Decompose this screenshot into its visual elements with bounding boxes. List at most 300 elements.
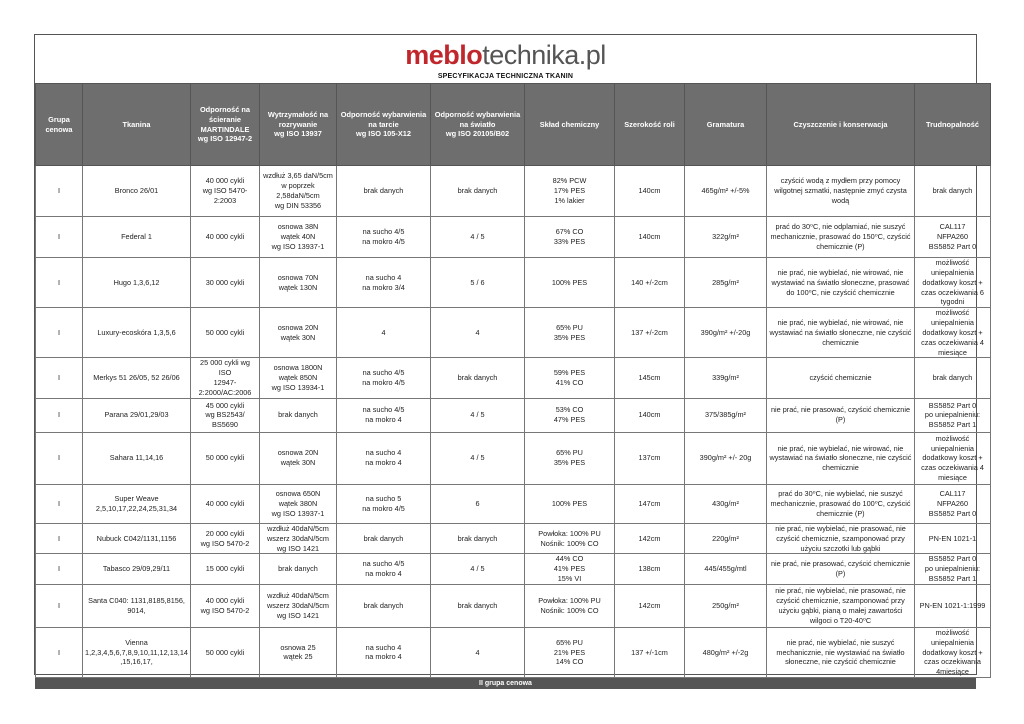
cell-text: 50 000 cykli [205,453,245,463]
page-title: SPECYFIKACJA TECHNICZNA TKANIN [437,73,574,80]
cell-text: osnowa 20N wątek 30N [277,322,319,342]
column-header-label: Wytrzymałość na rozrywanie wg ISO 13937 [267,110,329,139]
cell-martindale [191,398,260,432]
cell-text: prać do 30⁰C, nie wybielać, nie suszyć mechanicznie, prasować do 100⁰C, czyścić chemicznie (P) [770,489,911,518]
cell-text: Luxury-ecoskóra 1,3,5,6 [97,327,176,337]
cell-martindale [191,554,260,585]
cell-tarcie [337,217,431,258]
cell-grupa [36,358,83,398]
cell-text: 44% CO 41% PES 15% VI [553,554,586,584]
table-header-row [36,84,991,166]
cell-gramatura [685,166,767,217]
cell-text: brak danych [932,373,973,383]
cell-martindale [191,258,260,308]
cell-text: I [57,186,61,196]
cell-text: 137 +/-1cm [631,647,668,657]
cell-rozrywanie [260,554,337,585]
cell-text: brak danych [363,600,404,610]
cell-tkanina [83,484,191,523]
table-row [36,432,991,484]
cell-text: wzdłuż 40daN/5cm wszerz 30daN/5cm wg ISO 1421 [266,523,330,553]
cell-text: 390g/m² +/- 20g [699,453,752,463]
cell-text: 45 000 cykli wg BS2543/ BS5690 [205,400,245,430]
cell-text: na sucho 5 na mokro 4/5 [362,493,405,513]
cell-text: możliwość uniepalnienia dodatkowy koszt + czas oczekiwania 4miesiące [922,627,983,677]
cell-sklad [525,432,615,484]
column-header-szerokosc [615,84,685,166]
cell-sklad [525,484,615,523]
cell-text: 142cm [638,600,661,610]
cell-text: 40 000 cykli wg ISO 5470-2 [200,596,250,615]
cell-sklad [525,166,615,217]
cell-rozrywanie [260,258,337,308]
logo-bold: meblo [405,40,483,70]
cell-text: 137cm [638,453,661,463]
cell-text: brak danych [363,186,404,196]
cell-text: 140cm [638,232,661,242]
cell-trudnopalnosc [915,217,991,258]
cell-tarcie [337,398,431,432]
cell-text: na sucho 4 na mokro 4 [365,642,402,662]
cell-text: PN-EN 1021-1 [928,533,977,543]
column-header-label: Szerokość roli [624,119,675,129]
cell-text: czyścić wodą z mydłem przy pomocy wilgotnej szmatki, następnie zmyć czysta wodą [774,176,907,205]
column-header-label: Tkanina [122,119,151,129]
cell-trudnopalnosc [915,258,991,308]
cell-tarcie [337,554,431,585]
cell-text: nie prać, nie wybielać, nie prasować, nie czyścić chemicznie, szamponować przy użyciu gąbki, pianą o małej zawartości wilgoci o T20-40⁰C [775,586,906,625]
cell-text: nie prać, nie wybielać, nie prasować, nie czyścić chemicznie, szamponować przy użyciu szczotki lub gąbki [775,523,906,553]
cell-text: nie prać, nie wybielać, nie wirować, nie wystawiać na światło słoneczne, prasować do 100⁰C, nie czyścić chemicznie [771,267,910,297]
cell-text: na sucho 4 na mokro 4 [365,448,402,468]
cell-text: osnowa 70N wątek 130N [277,272,319,292]
cell-tkanina [83,358,191,398]
cell-text: 82% PCW 17% PES 1% lakier [552,176,587,205]
cell-gramatura [685,627,767,677]
cell-text: 145cm [638,373,661,383]
cell-tarcie [337,308,431,358]
cell-szerokosc [615,627,685,677]
cell-sklad [525,584,615,627]
cell-czyszczenie [767,627,915,677]
cell-text: Sahara 11,14,16 [109,453,164,463]
cell-text: 50 000 cykli [205,327,245,337]
cell-text: 59% PES 41% CO [553,368,586,388]
cell-text: nie prać, nie wybielać, nie suszyć mechanicznie, nie wystawiać na światło słoneczne, nie czyścić chemicznie [776,637,905,667]
cell-szerokosc [615,432,685,484]
cell-text: Federal 1 [121,232,152,242]
cell-tkanina [83,258,191,308]
cell-czyszczenie [767,217,915,258]
column-header-label: Gramatura [706,119,745,129]
cell-text: nie prać, nie wybielać, nie wirować, nie wystawiać na światło słoneczne, nie czyścić chemicznie [769,443,912,473]
cell-tkanina [83,627,191,677]
table-row [36,398,991,432]
cell-text: BS5852 Part 0 po uniepalnieniu: BS5852 Part 1 [924,400,981,430]
cell-grupa [36,523,83,554]
spec-table [35,83,991,678]
cell-text: na sucho 4/5 na mokro 4 [362,559,405,579]
table-row [36,166,991,217]
cell-text: 220g/m² [712,533,739,543]
cell-text: osnowa 1800N wątek 850N wg ISO 13934-1 [271,363,325,393]
cell-grupa [36,166,83,217]
cell-text: 25 000 cykli wg ISO 12947- 2:2000/AC:2006 [198,358,252,397]
cell-text: 53% CO 47% PES [553,405,586,425]
cell-text: 465g/m² +/-5% [701,186,750,196]
cell-szerokosc [615,554,685,585]
cell-gramatura [685,554,767,585]
cell-swiatlo [431,432,525,484]
cell-trudnopalnosc [915,358,991,398]
cell-text: 40 000 cykli wg ISO 5470-2:2003 [202,176,248,205]
cell-swiatlo [431,627,525,677]
cell-martindale [191,358,260,398]
cell-text: brak danych [932,186,973,196]
cell-grupa [36,258,83,308]
cell-text: 430g/m² [712,498,739,508]
spec-sheet [34,34,986,688]
cell-text: 65% PU 21% PES 14% CO [553,637,586,667]
cell-gramatura [685,358,767,398]
logo-rest: technika.pl [482,40,606,70]
cell-szerokosc [615,258,685,308]
column-header-tkanina [83,84,191,166]
cell-trudnopalnosc [915,554,991,585]
price-group-footer: II grupa cenowa [35,678,976,689]
column-header-gramatura [685,84,767,166]
cell-text: 20 000 cykli wg ISO 5470-2 [200,528,250,548]
cell-swiatlo [431,358,525,398]
cell-text: nie prać, nie prasować, czyścić chemicznie (P) [770,559,911,579]
column-header-label: Skład chemiczny [539,119,600,129]
cell-text: na sucho 4/5 na mokro 4/5 [362,368,405,388]
cell-tarcie [337,484,431,523]
logo [35,41,976,69]
cell-gramatura [685,217,767,258]
cell-text: Bronco 26/01 [114,186,159,196]
cell-tkanina [83,523,191,554]
cell-text: osnowa 38N wątek 40N wg ISO 13937-1 [271,222,325,251]
cell-text: 138cm [638,564,661,574]
cell-martindale [191,432,260,484]
cell-text: 445/455g/mtl [704,564,747,574]
cell-rozrywanie [260,358,337,398]
cell-text: 4 / 5 [470,453,485,463]
cell-rozrywanie [260,523,337,554]
cell-grupa [36,432,83,484]
table-body [36,166,991,678]
cell-trudnopalnosc [915,308,991,358]
cell-text: możliwość uniepalnienia dodatkowy koszt + czas oczekiwania 4 miesiące [921,433,984,483]
column-header-martindale [191,84,260,166]
cell-text: I [57,277,61,287]
cell-text: brak danych [363,533,404,543]
cell-martindale [191,217,260,258]
table-row [36,584,991,627]
cell-tkanina [83,398,191,432]
cell-text: brak danych [457,533,498,543]
cell-sklad [525,217,615,258]
cell-text: I [57,327,61,337]
cell-text: 4 / 5 [470,564,485,574]
table-row [36,217,991,258]
cell-czyszczenie [767,484,915,523]
cell-text: I [57,533,61,543]
cell-text: 375/385g/m² [705,410,746,420]
cell-tarcie [337,166,431,217]
cell-swiatlo [431,584,525,627]
cell-text: wzdłuż 40daN/5cm wszerz 30daN/5cm wg ISO 1421 [266,591,330,620]
cell-szerokosc [615,166,685,217]
cell-gramatura [685,523,767,554]
cell-sklad [525,258,615,308]
cell-tkanina [83,166,191,217]
cell-szerokosc [615,308,685,358]
cell-text: 140 +/-2cm [631,277,668,287]
cell-text: 6 [475,498,480,508]
cell-text: 322g/m² [712,232,739,242]
cell-text: 390g/m² +/-20g [700,327,751,337]
cell-text: I [57,453,61,463]
cell-text: 65% PU 35% PES [553,322,586,342]
cell-swiatlo [431,398,525,432]
table-row [36,258,991,308]
column-header-label: Odporność wybarwienia na światło wg ISO 20105/B02 [434,110,521,139]
table-row [36,308,991,358]
cell-czyszczenie [767,258,915,308]
cell-martindale [191,523,260,554]
cell-text: 30 000 cykli [205,277,245,287]
cell-rozrywanie [260,432,337,484]
cell-tkanina [83,432,191,484]
cell-tarcie [337,584,431,627]
cell-text: Powłoka: 100% PU Nośnik: 100% CO [538,596,601,615]
cell-text: nie prać, nie prasować, czyścić chemicznie (P) [770,405,911,425]
cell-text: 40 000 cykli [205,498,245,508]
cell-tkanina [83,217,191,258]
cell-text: Santa C040: 1131,8185,8156, 9014, [88,596,185,615]
cell-text: 140cm [638,186,661,196]
cell-trudnopalnosc [915,484,991,523]
cell-text: 4 / 5 [470,410,485,420]
cell-text: 4 / 5 [470,232,485,242]
cell-text: 15 000 cykli [205,564,245,574]
cell-text: 4 [475,327,480,337]
cell-text: 339g/m² [712,373,739,383]
column-header-grupa [36,84,83,166]
cell-swiatlo [431,523,525,554]
cell-sklad [525,523,615,554]
table-row [36,358,991,398]
cell-swiatlo [431,217,525,258]
cell-czyszczenie [767,358,915,398]
cell-gramatura [685,258,767,308]
column-header-label: Trudnopalność [926,119,979,129]
cell-szerokosc [615,358,685,398]
cell-sklad [525,308,615,358]
cell-text: brak danych [278,410,318,420]
cell-text: możliwość uniepalnienia dodatkowy koszt + czas oczekiwania 4 miesiące [921,308,984,357]
column-header-czyszczenie [767,84,915,166]
cell-martindale [191,308,260,358]
column-header-label: Czyszczenie i konserwacja [793,119,888,129]
cell-tarcie [337,432,431,484]
cell-text: I [57,564,61,574]
cell-grupa [36,627,83,677]
cell-sklad [525,627,615,677]
cell-martindale [191,584,260,627]
cell-text: I [57,373,61,383]
cell-szerokosc [615,523,685,554]
cell-gramatura [685,584,767,627]
cell-text: I [57,410,61,420]
cell-szerokosc [615,584,685,627]
cell-czyszczenie [767,554,915,585]
cell-trudnopalnosc [915,166,991,217]
cell-text: możliwość uniepalnienia dodatkowy koszt + czas oczekiwania 6 tygodni [921,258,984,307]
column-header-label: Grupa cenowa [45,114,73,134]
cell-text: I [57,600,61,610]
cell-text: BS5852 Part 0 po uniepalnieniu: BS5852 Part 1 [924,554,981,584]
column-header-label: Odporność na ścieranie MARTINDALE wg ISO 12947-2 [197,105,253,144]
cell-text: PN-EN 1021-1:1999 [919,600,986,610]
cell-czyszczenie [767,398,915,432]
cell-szerokosc [615,398,685,432]
cell-text: 250g/m² [712,600,739,610]
cell-szerokosc [615,484,685,523]
column-header-trudnopalnosc [915,84,991,166]
cell-text: 147cm [638,498,661,508]
cell-czyszczenie [767,584,915,627]
cell-tkanina [83,308,191,358]
cell-sklad [525,554,615,585]
cell-gramatura [685,432,767,484]
cell-trudnopalnosc [915,432,991,484]
cell-swiatlo [431,484,525,523]
cell-text: Parana 29/01,29/03 [104,410,169,420]
cell-rozrywanie [260,308,337,358]
cell-trudnopalnosc [915,627,991,677]
cell-grupa [36,484,83,523]
column-header-swiatlo [431,84,525,166]
cell-swiatlo [431,258,525,308]
cell-sklad [525,358,615,398]
cell-text: na sucho 4/5 na mokro 4 [362,405,405,425]
cell-text: 65% PU 35% PES [553,448,586,468]
cell-rozrywanie [260,584,337,627]
cell-text: Merkys 51 26/05, 52 26/06 [93,373,180,383]
table-row [36,554,991,585]
cell-czyszczenie [767,166,915,217]
cell-text: CAL117 NFPA260 BS5852 Part 0 [928,222,977,251]
cell-text: 285g/m² [712,277,739,287]
table-row [36,627,991,677]
cell-text: 5 / 6 [470,277,485,287]
cell-text: 67% CO 33% PES [553,227,586,246]
table-row [36,523,991,554]
cell-tarcie [337,627,431,677]
cell-text: Super Weave 2,5,10,17,22,24,25,31,34 [95,493,178,513]
cell-text: brak danych [457,186,498,196]
column-header-sklad [525,84,615,166]
cell-text: Tabasco 29/09,29/11 [102,564,171,574]
cell-text: 100% PES [551,498,588,508]
cell-trudnopalnosc [915,523,991,554]
cell-trudnopalnosc [915,398,991,432]
cell-text: I [57,647,61,657]
cell-martindale [191,166,260,217]
cell-gramatura [685,484,767,523]
cell-tarcie [337,258,431,308]
cell-text: czyścić chemicznie [809,373,872,383]
cell-tarcie [337,523,431,554]
cell-grupa [36,308,83,358]
cell-text: na sucho 4 na mokro 3/4 [362,272,405,292]
column-header-label: Odporność wybarwienia na tarcie wg ISO 105-X12 [340,110,427,139]
cell-text: Nubuck C042/1131,1156 [96,533,177,543]
cell-rozrywanie [260,398,337,432]
cell-text: brak danych [457,600,498,610]
cell-swiatlo [431,308,525,358]
cell-grupa [36,217,83,258]
cell-text: 4 [381,327,386,337]
cell-rozrywanie [260,217,337,258]
cell-text: 142cm [638,533,661,543]
cell-grupa [36,554,83,585]
sheet-header [35,35,976,83]
cell-czyszczenie [767,523,915,554]
cell-text: osnowa 20N wątek 30N [277,448,319,468]
cell-grupa [36,398,83,432]
cell-tarcie [337,358,431,398]
cell-text: 4 [475,647,480,657]
cell-czyszczenie [767,308,915,358]
cell-tkanina [83,554,191,585]
cell-text: brak danych [457,373,498,383]
column-header-rozrywanie [260,84,337,166]
cell-text: 137 +/-2cm [631,327,668,337]
cell-text: 140cm [638,410,661,420]
cell-text: Hugo 1,3,6,12 [113,277,160,287]
cell-text: I [57,232,61,242]
cell-martindale [191,484,260,523]
table-row [36,484,991,523]
cell-martindale [191,627,260,677]
cell-text: brak danych [278,564,318,574]
cell-text: 40 000 cykli [205,232,245,242]
cell-text: osnowa 25 wątek 25 [280,642,316,662]
cell-text: nie prać, nie wybielać, nie wirować, nie wystawiać na światło słoneczne, nie czyścić chemicznie [769,318,912,347]
column-header-tarcie [337,84,431,166]
cell-text: 100% PES [551,277,588,287]
cell-tkanina [83,584,191,627]
cell-text: osnowa 650N wątek 380N wg ISO 13937-1 [271,489,325,518]
cell-rozrywanie [260,484,337,523]
cell-swiatlo [431,166,525,217]
cell-rozrywanie [260,627,337,677]
cell-text: CAL117 NFPA260 BS5852 Part 0 [928,489,977,518]
cell-text: 480g/m² +/-2g [702,647,749,657]
cell-text: prać do 30⁰C, nie odplamiać, nie suszyć mechanicznie, prasować do 150⁰C, czyścić chemicznie (P) [770,222,911,251]
cell-text: Vienna 1,2,3,4,5,6,7,8,9,10,11,12,13,14 ,15,16,17, [85,637,188,667]
cell-text: wzdłuż 3,65 daN/5cm w poprzek 2,58daN/5cm wg DIN 53356 [263,171,333,210]
cell-gramatura [685,308,767,358]
cell-rozrywanie [260,166,337,217]
cell-czyszczenie [767,432,915,484]
cell-sklad [525,398,615,432]
cell-grupa [36,584,83,627]
